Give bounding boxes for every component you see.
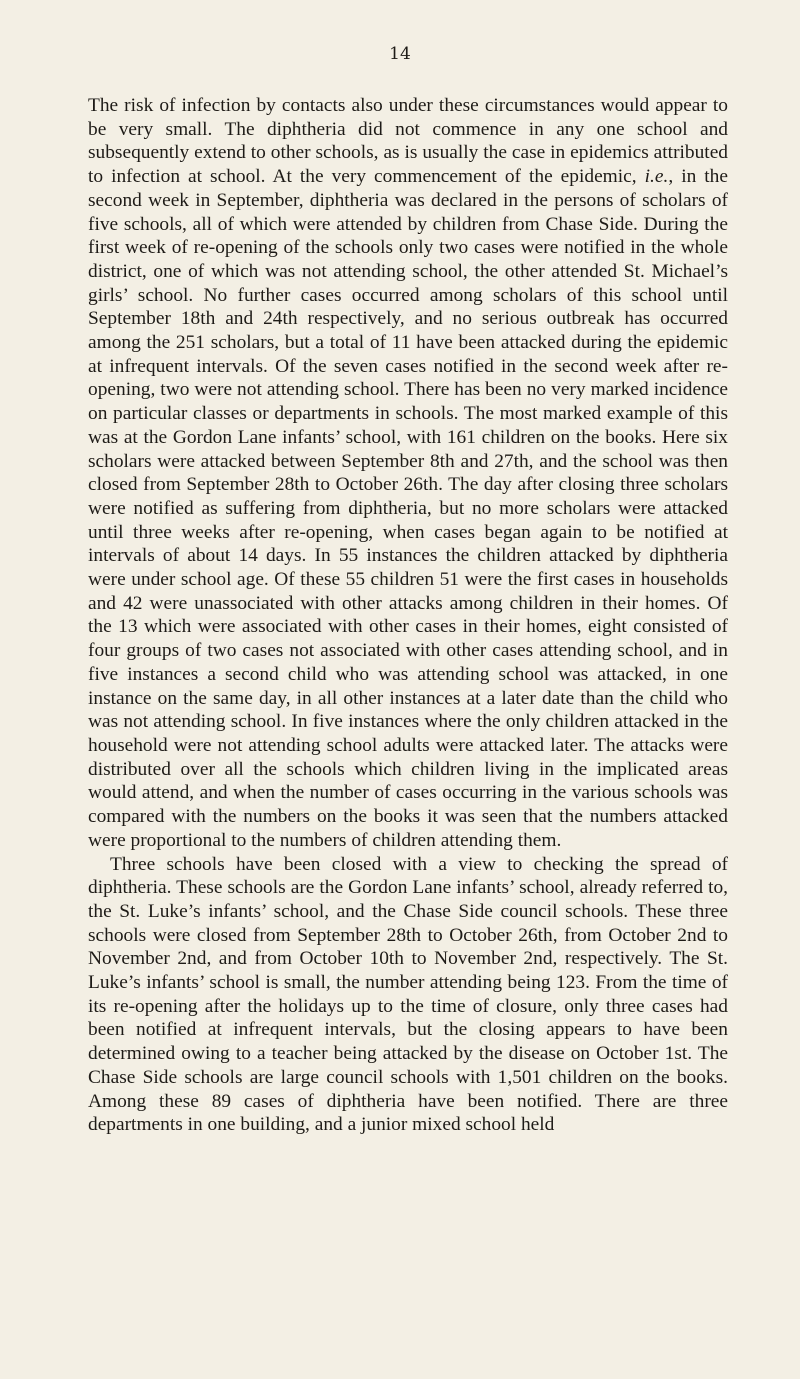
- paragraph-1: [88, 94, 728, 853]
- paragraph-2: [88, 853, 728, 1137]
- paragraph-1-italic-ie: i.e.: [644, 166, 669, 188]
- paragraph-1-text-a: The risk of infection by contacts also under these circumstances would appear to be very small. The diphtheria did not commence in any one school and subsequently extend to other schools, as is usually the case in epidemics attributed to infection at school. At the very commencement of the epidemic,: [88, 95, 728, 188]
- page-number: 14: [389, 44, 411, 64]
- paragraph-2-text: Three schools have been closed with a view to checking the spread of diphtheria. These schools are the Gordon Lane infants’ school, already referred to, the St. Luke’s infants’ school, and the Chase Side council schools. These three schools were closed from September 28th to October 26th, from October 2nd to November 2nd, and from October 10th to November 2nd, respectively. The St. Luke’s infants’ school is small, the number attending being 123. From the time of its re-opening after the holidays up to the time of closure, only three cases had been notified at infrequent intervals, but the closing appears to have been determined owing to a teacher being attacked by the disease on October 1st. The Chase Side schools are large council schools with 1,501 children on the books. Among these 89 cases of diphtheria have been notified. There are three departments in one building, and a junior mixed school held: [88, 853, 728, 1136]
- paragraph-1-text-b: , in the second week in September, diphtheria was declared in the persons of scholars of five schools, all of which were attended by children from Chase Side. During the first week of re-opening of the schools only two cases were notified in the whole district, one of which was not attending school, the other attended St. Michael’s girls’ school. No further cases occurred among scholars of this school until September 18th and 24th respectively, and no serious outbreak has occurred among the 251 scholars, but a total of 11 have been attacked during the epidemic at infrequent intervals. Of the seven cases notified in the second week after re-opening, two were not attending school. There has been no very marked incidence on particular classes or departments in schools. The most marked example of this was at the Gordon Lane infants’ school, with 161 children on the books. Here six scholars were attacked between September 8th and 27th, and the school was then closed from September 28th to October 26th. The day after closing three scholars were notified as suffering from diphtheria, but no more scholars were attacked until three weeks after re-opening, when cases began again to be notified at intervals of about 14 days. In 55 instances the children attacked by diphtheria were under school age. Of these 55 children 51 were the first cases in households and 42 were unassociated with other attacks among children in their homes. Of the 13 which were associated with other cases in their homes, eight consisted of four groups of two cases not associated with other cases attending school, and in five instances a second child who was attending school was attacked, in one instance on the same day, in all other instances at a later date than the child who was not attending school. In five instances where the only children attacked in the household were not attending school adults were attacked later. The attacks were distributed over all the schools which children living in the implicated areas would attend, and when the number of cases occurring in the various schools was compared with the numbers on the books it was seen that the numbers attacked were proportional to the numbers of children attending them.: [88, 166, 728, 851]
- body-text: [88, 94, 728, 1137]
